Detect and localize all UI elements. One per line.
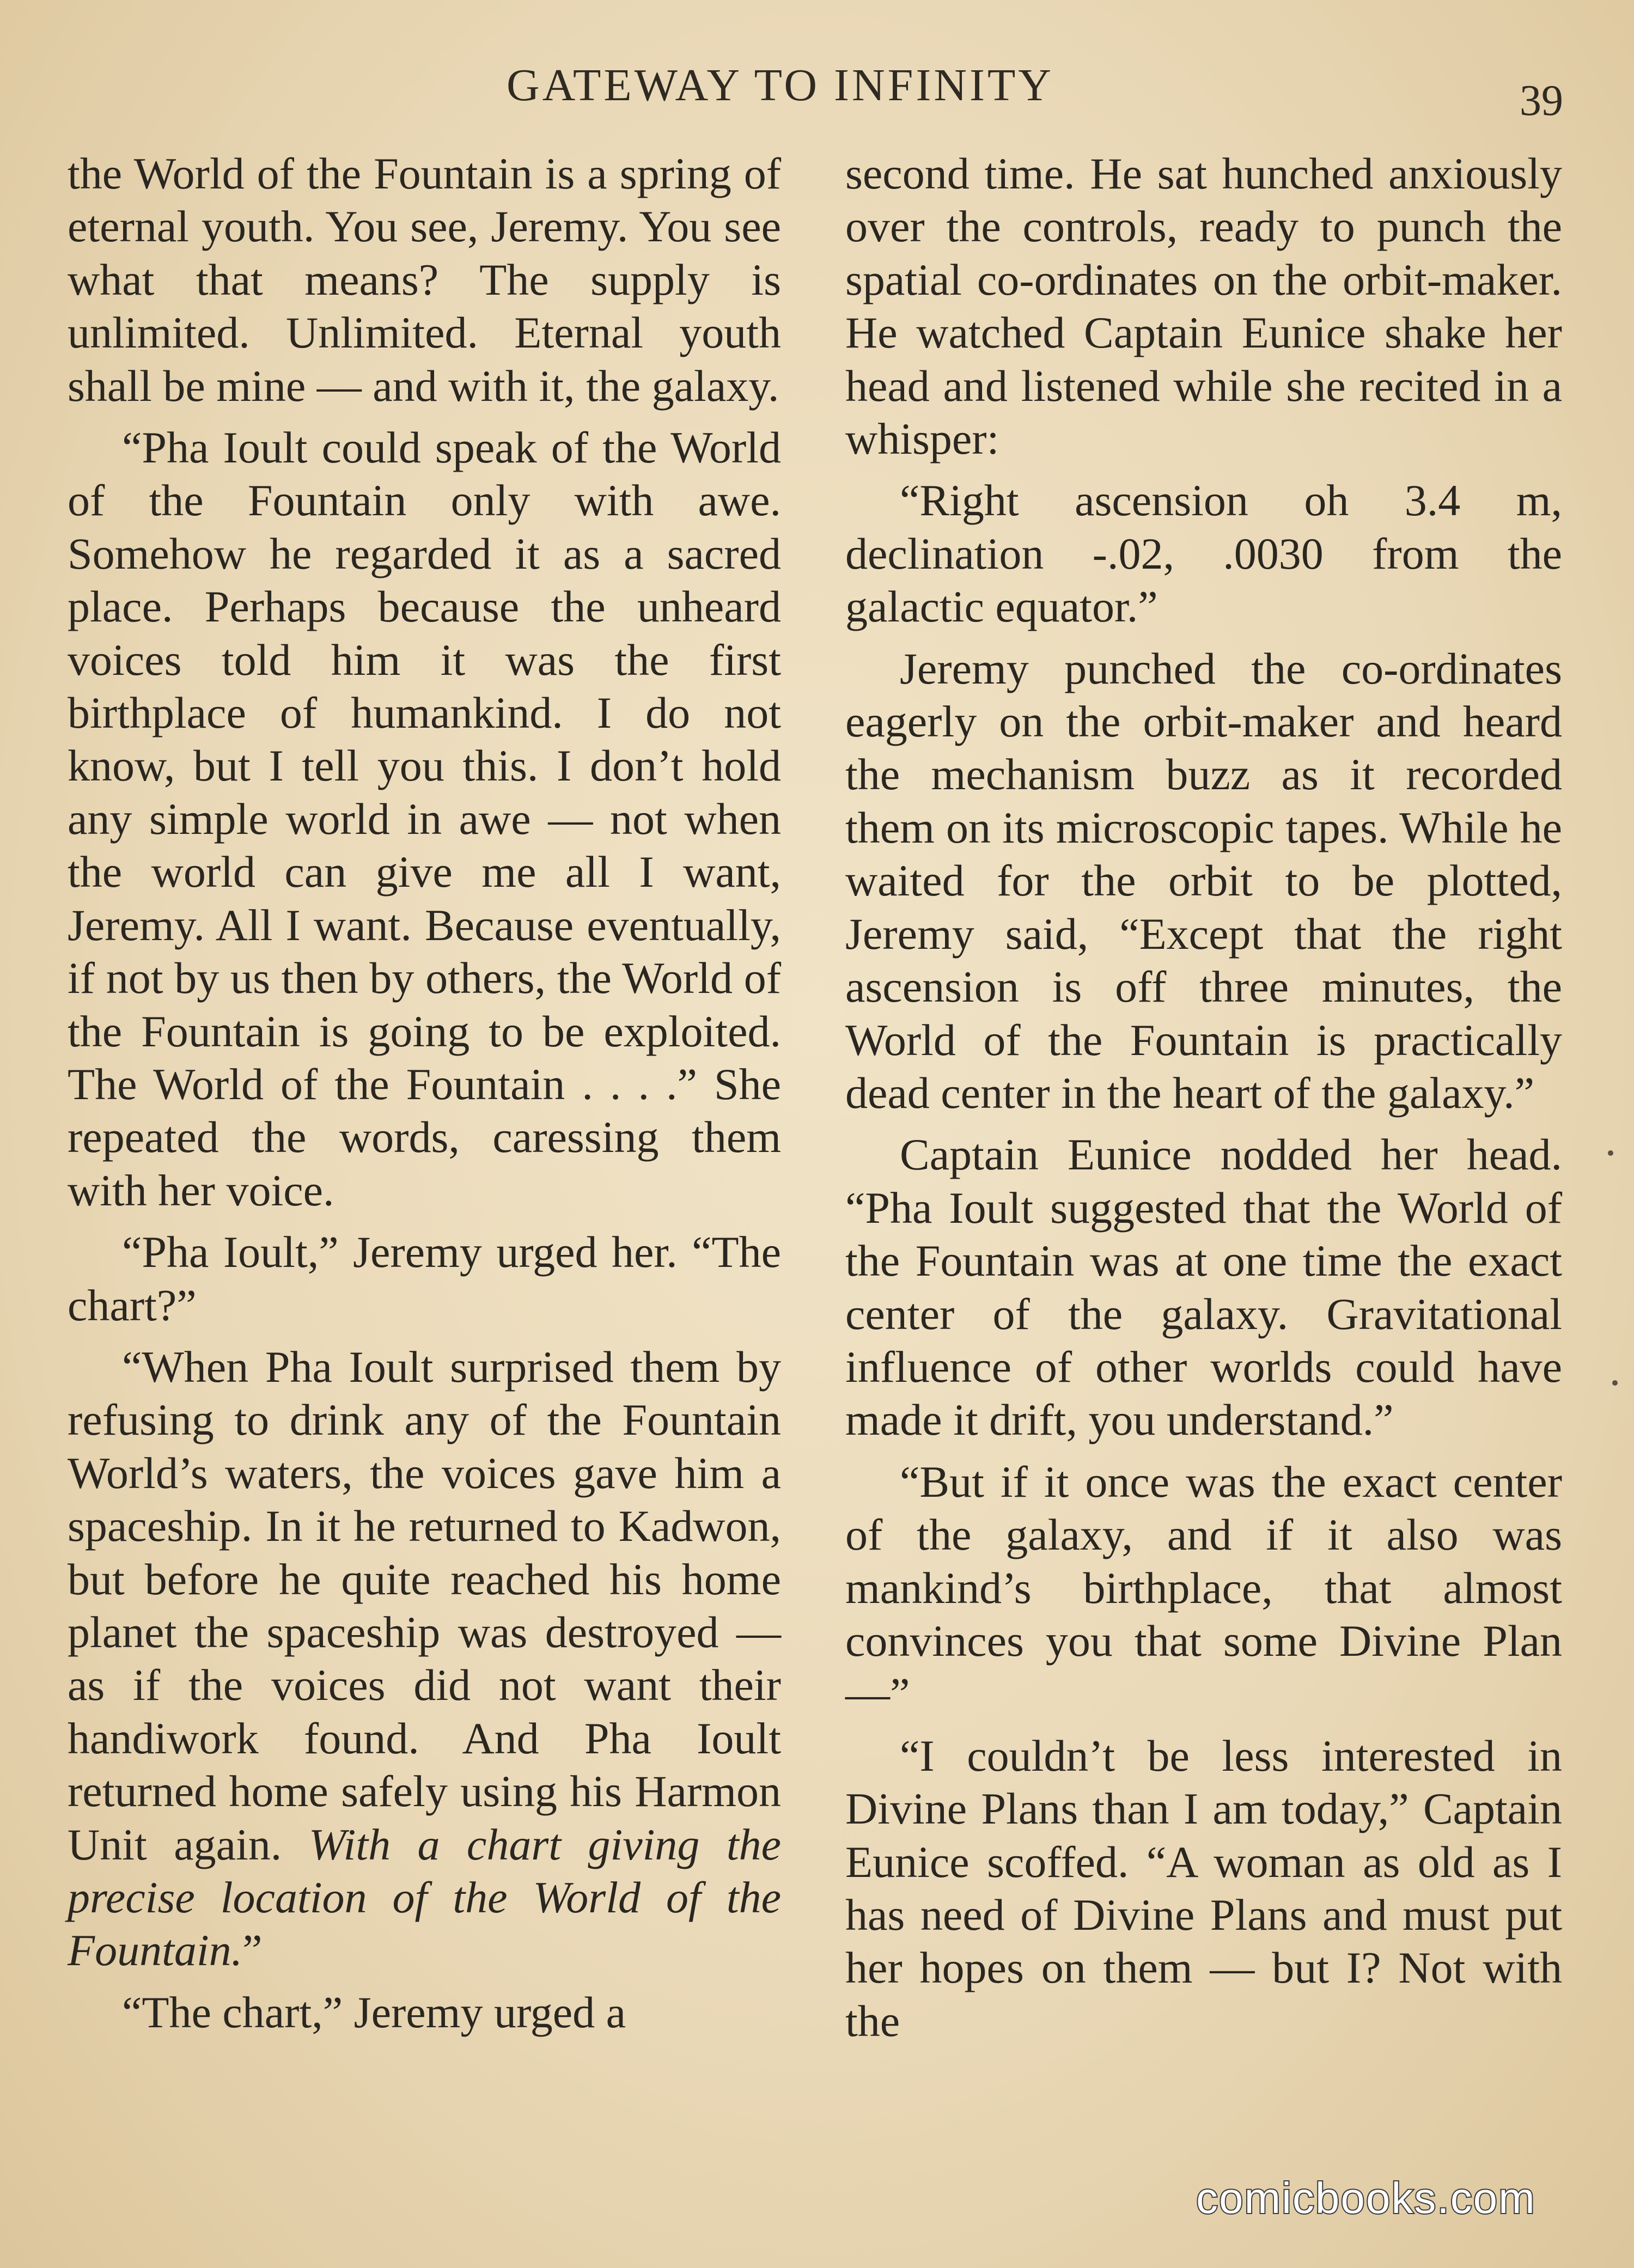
- running-title: GATEWAY TO INFINITY: [507, 60, 1054, 111]
- watermark-logo: comicbooks.com: [1196, 2174, 1536, 2222]
- paper-speck: [1608, 1150, 1613, 1156]
- left-text-column: [68, 147, 781, 2047]
- right-text-column: [845, 147, 1562, 2056]
- right-paragraph-5: “But if it once was the exact center of the galaxy, and if it also was mankind’s birthplace, that almost convinces you that some Divine Plan —”: [845, 1456, 1562, 1719]
- left-paragraph-4-close-quote: ”: [242, 1925, 263, 1976]
- left-paragraph-3: “Pha Ioult,” Jeremy urged her. “The chart?”: [68, 1227, 781, 1330]
- left-paragraph-1: the World of the Fountain is a spring of eternal youth. You see, Jeremy. You see what that means? The supply is unlimited. Unlimited. Eternal youth shall be mine — and with it, the galaxy.: [68, 149, 781, 411]
- left-paragraph-2: “Pha Ioult could speak of the World of the Fountain only with awe. Somehow he regarded it as a sacred place. Perhaps because the unheard voices told him it was the first birthplace of humankind. I do not know, but I tell you this. I don’t hold any simple world in awe — not when the world can give me all I want, Jeremy. All I want. Because eventually, if not by us then by others, the World of the Fountain is going to be exploited. The World of the Fountain . . . .” She repeated the words, caressing them with her voice.: [68, 423, 781, 1215]
- page-number: 39: [1520, 77, 1563, 125]
- right-paragraph-4: Captain Eunice nodded her head. “Pha Ioult suggested that the World of the Fountain was at one time the exact center of the galaxy. Gravitational influence of other worlds could have made it drift, you understand.”: [845, 1130, 1562, 1445]
- left-paragraph-4-text: “When Pha Ioult surprised them by refusing to drink any of the Fountain World’s waters, the voices gave him a spaceship. In it he returned to Kadwon, but before he quite reached his home planet the spaceship was destroyed — as if the voices did not want their handiwork found. And Pha Ioult returned home safely using his Harmon Unit again.: [68, 1342, 781, 1869]
- left-paragraph-4: [68, 1340, 781, 1977]
- right-paragraph-2: “Right ascension oh 3.4 m, declination -.02, .0030 from the galactic equator.”: [845, 475, 1562, 632]
- right-paragraph-1: second time. He sat hunched anxiously over the controls, ready to punch the spatial co-ordinates on the orbit-maker. He watched Captain Eunice shake her head and listened while she recited in a whisper:: [845, 149, 1562, 464]
- paper-speck: [1612, 1380, 1618, 1386]
- left-paragraph-5: “The chart,” Jeremy urged a: [122, 1987, 626, 2037]
- left-paragraph-4-italic: With a chart giving the precise location of the World of the Fountain.: [68, 1819, 782, 1976]
- right-paragraph-6: “I couldn’t be less interested in Divine Plans than I am today,” Captain Eunice scoffed. “A woman as old as I has need of Divine Plans and must put her hopes on them — but I? Not with the: [845, 1730, 1562, 2046]
- right-paragraph-3: Jeremy punched the co-ordinates eagerly on the orbit-maker and heard the mechanism buzz as it recorded them on its microscopic tapes. While he waited for the orbit to be plotted, Jeremy said, “Except that the right ascension is off three minutes, the World of the Fountain is practically dead center in the heart of the galaxy.”: [845, 643, 1562, 1118]
